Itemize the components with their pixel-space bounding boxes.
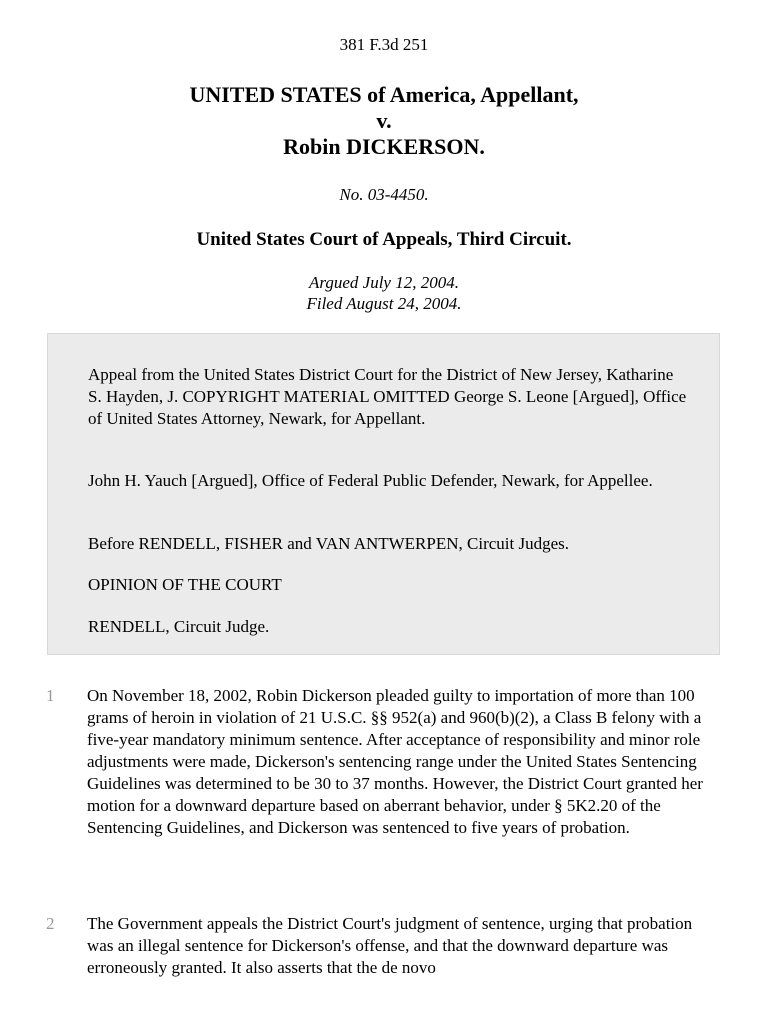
filed-date: Filed August 24, 2004. bbox=[306, 294, 462, 313]
paragraph-number: 2 bbox=[46, 914, 55, 933]
case-title-versus: v. bbox=[376, 108, 392, 133]
appeal-counsel-paragraph: Appeal from the United States District Court for the District of New Jersey, Katharine S. Hayden, J. COPYRIGHT MATERIAL OMITTED George S. Leone [Argued], Office of United States Attorney, Newark, for Appellant. bbox=[88, 365, 687, 428]
case-title-appellee: Robin DICKERSON. bbox=[283, 134, 485, 159]
syllabus-box bbox=[47, 333, 720, 655]
case-title-appellant: UNITED STATES of America, Appellant, bbox=[189, 82, 579, 107]
judges-paragraph: Before RENDELL, FISHER and VAN ANTWERPEN, Circuit Judges. bbox=[88, 534, 570, 553]
court-name: United States Court of Appeals, Third Circuit. bbox=[196, 229, 572, 250]
docket-number: No. 03-4450. bbox=[339, 185, 429, 204]
paragraph-text: On November 18, 2002, Robin Dickerson pleaded guilty to importation of more than 100 grams of heroin in violation of 21 U.S.C. §§ 952(a) and 960(b)(2), a Class B felony with a five-year mandatory minimum sentence. After acceptance of responsibility and minor role adjustments were made, Dickerson's sentencing range under the United States Sentencing Guidelines was determined to be 30 to 37 months. However, the District Court granted her motion for a downward departure based on aberrant behavior, under § 5K2.20 of the Sentencing Guidelines, and Dickerson was sentenced to five years of probation. bbox=[87, 686, 703, 837]
paragraph-number: 1 bbox=[46, 686, 55, 705]
case-dates bbox=[0, 272, 768, 314]
opinion-author: RENDELL, Circuit Judge. bbox=[88, 617, 270, 636]
opinion-heading: OPINION OF THE COURT bbox=[88, 575, 282, 594]
appellee-counsel-paragraph: John H. Yauch [Argued], Office of Federal Public Defender, Newark, for Appellee. bbox=[88, 471, 653, 490]
paragraph-text: The Government appeals the District Court's judgment of sentence, urging that probation was an illegal sentence for Dickerson's offense, and that the downward departure was erroneously granted. It also asserts that the de novo bbox=[87, 914, 693, 977]
argued-date: Argued July 12, 2004. bbox=[309, 273, 459, 292]
case-title bbox=[0, 82, 768, 160]
case-citation: 381 F.3d 251 bbox=[339, 35, 429, 54]
